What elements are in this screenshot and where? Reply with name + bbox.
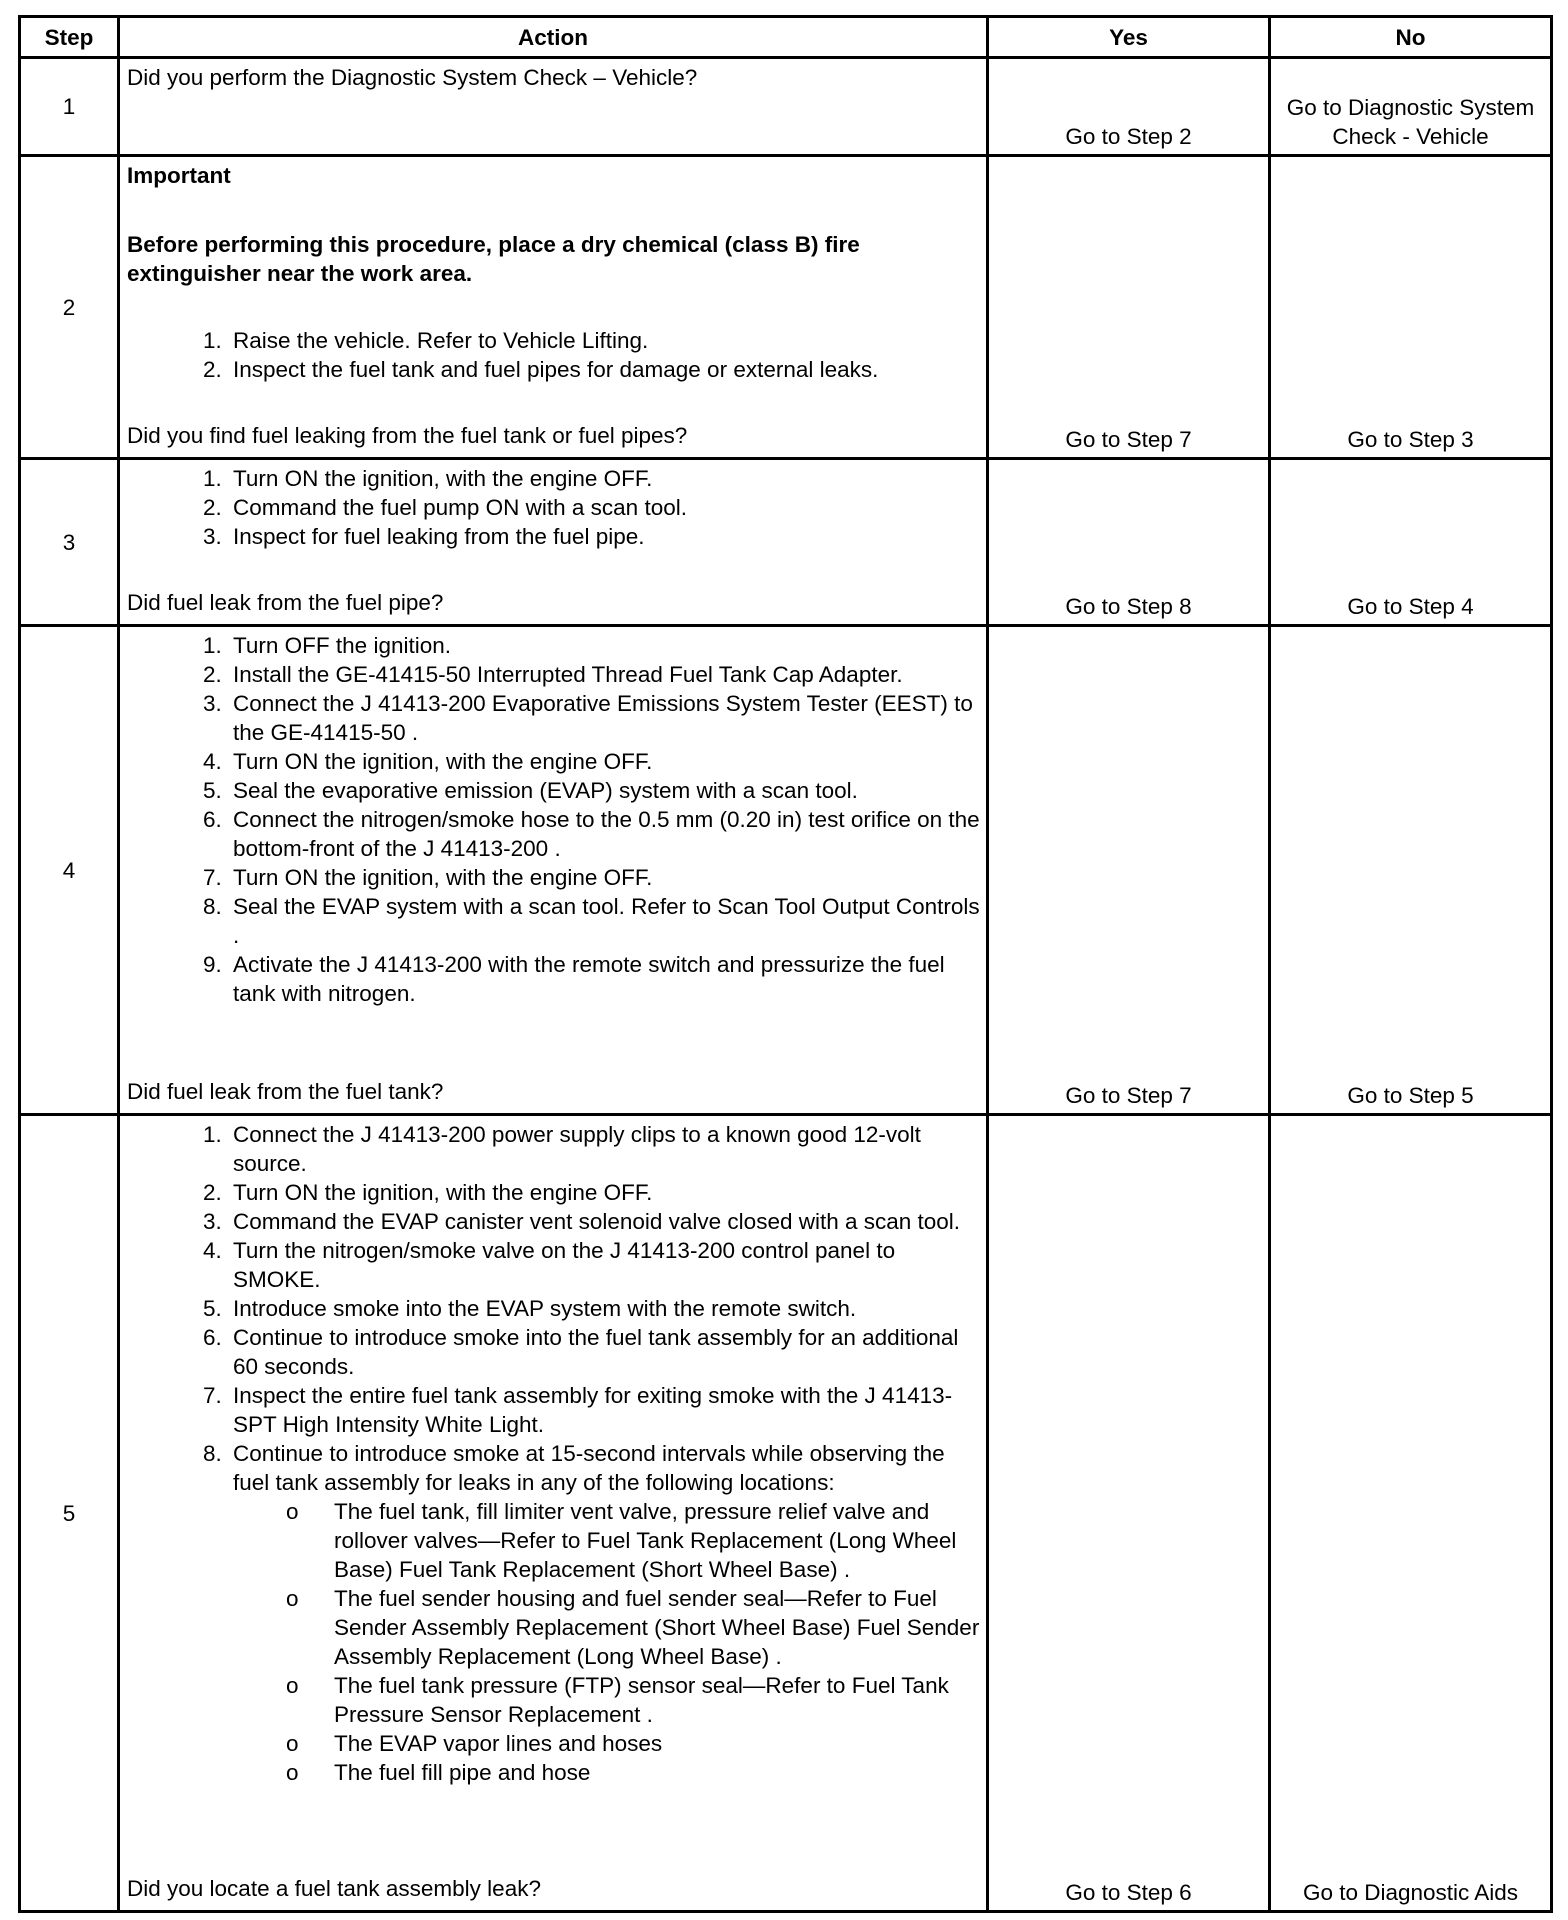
list-item: 3. Connect the J 41413-200 Evaporative Emissions System Tester (EEST) to the GE-41415-50 . <box>228 689 980 747</box>
yes-result: Go to Step 7 <box>988 626 1270 1115</box>
sub-list-item-text: The fuel sender housing and fuel sender seal—Refer to Fuel Sender Assembly Replacement (Short Wheel Base) Fuel Sender Assembly Replacement (Long Wheel Base) . <box>334 1586 980 1669</box>
header-row <box>20 17 1552 58</box>
list-item: 2. Turn ON the ignition, with the engine OFF. <box>228 1178 980 1207</box>
table-row-step-2 <box>20 156 1552 459</box>
list-item: 5. Seal the evaporative emission (EVAP) system with a scan tool. <box>228 776 980 805</box>
step-question: Did you locate a fuel tank assembly leak? <box>127 1876 541 1901</box>
list-item: 5. Introduce smoke into the EVAP system with the remote switch. <box>228 1294 980 1323</box>
step-number: 5 <box>20 1115 119 1912</box>
action-cell <box>119 459 988 626</box>
header-yes: Yes <box>988 17 1270 58</box>
step-number: 3 <box>20 459 119 626</box>
sub-list-item <box>286 1497 980 1584</box>
action-cell <box>119 156 988 459</box>
bullet-marker: o <box>286 1673 299 1698</box>
step-question: Did fuel leak from the fuel tank? <box>127 1079 444 1104</box>
step-instructions <box>127 464 980 551</box>
important-notice: Before performing this procedure, place a dry chemical (class B) fire extinguisher near the work area. <box>127 232 860 286</box>
step-number: 2 <box>20 156 119 459</box>
list-item: 1. Turn ON the ignition, with the engine OFF. <box>228 464 980 493</box>
list-item: 6. Connect the nitrogen/smoke hose to the 0.5 mm (0.20 in) test orifice on the bottom-front of the J 41413-200 . <box>228 805 980 863</box>
sub-list-item-text: The EVAP vapor lines and hoses <box>334 1731 663 1756</box>
table-row-step-3 <box>20 459 1552 626</box>
step-question: Did you find fuel leaking from the fuel tank or fuel pipes? <box>127 423 688 448</box>
table-row-step-1 <box>20 58 1552 156</box>
important-title: Important <box>127 163 231 188</box>
yes-result: Go to Step 6 <box>988 1115 1270 1912</box>
list-item: 4. Turn ON the ignition, with the engine OFF. <box>228 747 980 776</box>
bullet-marker: o <box>286 1499 299 1524</box>
diagnostic-table-page <box>18 15 1553 1913</box>
list-item: 1. Raise the vehicle. Refer to Vehicle Lifting. <box>228 326 980 355</box>
no-result: Go to Step 3 <box>1270 156 1552 459</box>
list-item-text: Continue to introduce smoke at 15-second intervals while observing the fuel tank assembly for leaks in any of the following locations: <box>233 1441 945 1495</box>
bullet-marker: o <box>286 1731 299 1756</box>
sub-list-item <box>286 1729 980 1758</box>
header-no: No <box>1270 17 1552 58</box>
step-question: Did you perform the Diagnostic System Check – Vehicle? <box>127 65 698 90</box>
bullet-marker: o <box>286 1760 299 1785</box>
no-result: Go to Diagnostic System Check - Vehicle <box>1270 58 1552 156</box>
no-result: Go to Step 5 <box>1270 626 1552 1115</box>
action-cell <box>119 626 988 1115</box>
list-item: 9. Activate the J 41413-200 with the remote switch and pressurize the fuel tank with nitrogen. <box>228 950 980 1008</box>
no-result: Go to Step 4 <box>1270 459 1552 626</box>
action-cell <box>119 58 988 156</box>
list-item: 2. Inspect the fuel tank and fuel pipes for damage or external leaks. <box>228 355 980 384</box>
step-instructions <box>127 326 980 384</box>
list-item: 4. Turn the nitrogen/smoke valve on the J 41413-200 control panel to SMOKE. <box>228 1236 980 1294</box>
bullet-marker: o <box>286 1586 299 1611</box>
sub-list-item-text: The fuel fill pipe and hose <box>334 1760 591 1785</box>
list-item <box>228 1439 980 1787</box>
diagnostic-table <box>18 15 1553 1913</box>
sub-list-item <box>286 1584 980 1671</box>
table-row-step-5 <box>20 1115 1552 1912</box>
step-instructions <box>127 1120 980 1787</box>
table-row-step-4 <box>20 626 1552 1115</box>
leak-location-list <box>233 1497 980 1787</box>
yes-result: Go to Step 7 <box>988 156 1270 459</box>
list-item: 3. Inspect for fuel leaking from the fuel pipe. <box>228 522 980 551</box>
action-cell <box>119 1115 988 1912</box>
list-item: 7. Inspect the entire fuel tank assembly for exiting smoke with the J 41413-SPT High Intensity White Light. <box>228 1381 980 1439</box>
yes-result: Go to Step 8 <box>988 459 1270 626</box>
no-result: Go to Diagnostic Aids <box>1270 1115 1552 1912</box>
sub-list-item-text: The fuel tank pressure (FTP) sensor seal—Refer to Fuel Tank Pressure Sensor Replacement . <box>334 1673 949 1727</box>
list-item: 2. Command the fuel pump ON with a scan tool. <box>228 493 980 522</box>
list-item: 7. Turn ON the ignition, with the engine OFF. <box>228 863 980 892</box>
step-question: Did fuel leak from the fuel pipe? <box>127 590 444 615</box>
sub-list-item <box>286 1758 980 1787</box>
sub-list-item-text: The fuel tank, fill limiter vent valve, pressure relief valve and rollover valves—Refer to Fuel Tank Replacement (Long Wheel Base) Fuel Tank Replacement (Short Wheel Base) . <box>334 1499 957 1582</box>
list-item: 2. Install the GE-41415-50 Interrupted Thread Fuel Tank Cap Adapter. <box>228 660 980 689</box>
step-number: 1 <box>20 58 119 156</box>
list-item: 6. Continue to introduce smoke into the fuel tank assembly for an additional 60 seconds. <box>228 1323 980 1381</box>
list-item: 8. Seal the EVAP system with a scan tool. Refer to Scan Tool Output Controls . <box>228 892 980 950</box>
list-item: 1. Turn OFF the ignition. <box>228 631 980 660</box>
list-item: 1. Connect the J 41413-200 power supply clips to a known good 12-volt source. <box>228 1120 980 1178</box>
header-action: Action <box>119 17 988 58</box>
yes-result: Go to Step 2 <box>988 58 1270 156</box>
step-number: 4 <box>20 626 119 1115</box>
step-instructions <box>127 631 980 1008</box>
sub-list-item <box>286 1671 980 1729</box>
header-step: Step <box>20 17 119 58</box>
list-item: 3. Command the EVAP canister vent solenoid valve closed with a scan tool. <box>228 1207 980 1236</box>
